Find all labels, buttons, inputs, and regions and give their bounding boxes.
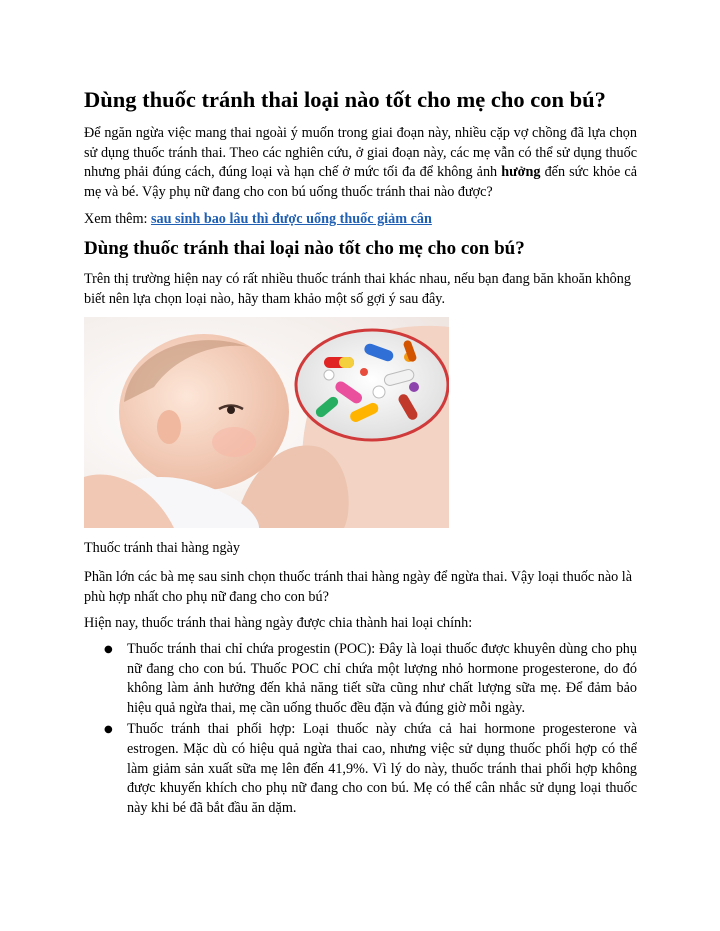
image-caption: Thuốc tránh thai hàng ngày — [84, 540, 241, 556]
article-title: Dùng thuốc tránh thai loại nào tốt cho mẹ cho con bú? — [84, 87, 606, 112]
daily-paragraph: Phần lớn các bà mẹ sau sinh chọn thuốc tránh thai hàng ngày để ngừa thai. Vậy loại thuốc nào là phù hợp nhất cho phụ nữ đang cho con bú? — [84, 569, 632, 605]
section-heading: Dùng thuốc tránh thai loại nào tốt cho mẹ cho con bú? — [84, 238, 525, 259]
contraceptive-types-list — [84, 640, 637, 818]
bullet-icon: ● — [104, 724, 113, 736]
see-also-link[interactable]: sau sinh bao lâu thì được uống thuốc giảm cân — [150, 211, 432, 227]
bullet-icon: ● — [104, 644, 113, 655]
intro-paragraph — [84, 124, 637, 202]
intro-text-2: đến sức khỏe cả mẹ và bé. Vậy phụ nữ đang cho con bú uống thuốc tránh thai nào được? — [84, 164, 637, 200]
list-item-text: Thuốc tránh thai phối hợp: Loại thuốc này chứa cả hai hormone progesterone và estrogen. Mặc dù có hiệu quả ngừa thai cao, nhưng việc sử dụng thuốc phối hợp có thể làm giảm sản xuất sữa mẹ lên đến 41,9%. Vì lý do này, thuốc tránh thai phối hợp không được khuyến khích cho phụ nữ đang cho con bú. Mẹ có thể cân nhắc sử dụng loại thuốc này khi bé đã bắt đầu ăn dặm. — [127, 721, 637, 816]
market-paragraph: Trên thị trường hiện nay có rất nhiều thuốc tránh thai khác nhau, nếu bạn đang băn khoăn không biết nên lựa chọn loại nào, hãy tham khảo một số gợi ý sau đây. — [84, 271, 631, 307]
intro-bold-word: hưởng — [501, 164, 541, 181]
list-item — [84, 640, 637, 718]
list-item — [84, 720, 637, 818]
see-also-label: Xem thêm: — [84, 211, 151, 227]
types-intro: Hiện nay, thuốc tránh thai hàng ngày được chia thành hai loại chính: — [84, 615, 473, 631]
breastfeeding-pills-photo — [84, 317, 449, 528]
list-item-text: Thuốc tránh thai chỉ chứa progestin (POC): Đây là loại thuốc được khuyên dùng cho phụ nữ đang cho con bú. Thuốc POC chỉ chứa một lượng nhỏ hormone progesterone, do đó không làm ảnh hưởng đến khả năng tiết sữa cũng như chất lượng sữa mẹ. Để đảm bảo hiệu quả ngừa thai, mẹ cần uống thuốc đều đặn và đúng giờ mỗi ngày. — [127, 641, 637, 716]
see-also — [84, 210, 637, 230]
intro-text-1: Để ngăn ngừa việc mang thai ngoài ý muốn trong giai đoạn này, nhiều cặp vợ chồng đã lựa chọn sử dụng thuốc tránh thai. Theo các nghiên cứu, ở giai đoạn này, các mẹ vẫn có thể sử dụng thuốc nhưng phải đúng cách, đúng loại và hạn chế ở mức tối đa để không ảnh — [84, 125, 637, 181]
